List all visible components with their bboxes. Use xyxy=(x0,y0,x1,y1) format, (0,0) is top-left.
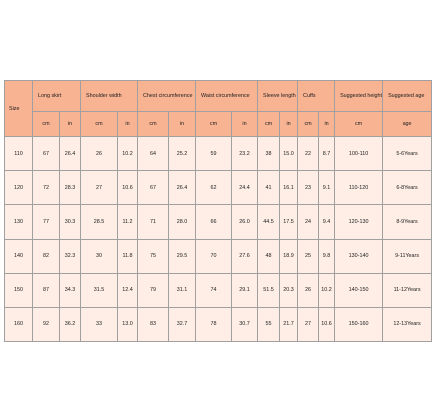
table-cell: 83 xyxy=(138,307,169,341)
table-cell: 77 xyxy=(33,205,60,239)
table-cell: 26.0 xyxy=(232,205,258,239)
table-cell: 9.4 xyxy=(319,205,335,239)
size-header: Size xyxy=(5,81,33,137)
table-cell: 24.4 xyxy=(232,171,258,205)
table-cell: 10.2 xyxy=(118,137,138,171)
table-cell: 10.6 xyxy=(118,171,138,205)
table-row xyxy=(5,171,432,205)
table-cell: 16.1 xyxy=(280,171,298,205)
table-cell: 23.2 xyxy=(232,137,258,171)
unit-header: cm xyxy=(138,112,169,137)
table-cell: 71 xyxy=(138,205,169,239)
table-cell: 20.3 xyxy=(280,273,298,307)
table-cell: 140-150 xyxy=(335,273,383,307)
table-cell: 9-11Years xyxy=(383,239,432,273)
table-cell: 28.5 xyxy=(81,205,118,239)
table-row xyxy=(5,239,432,273)
table-cell: 17.5 xyxy=(280,205,298,239)
table-cell: 110-120 xyxy=(335,171,383,205)
column-header-long-skirt: Long skirt xyxy=(33,81,81,112)
table-cell: 12-13Years xyxy=(383,307,432,341)
table-cell: 100-110 xyxy=(335,137,383,171)
table-cell: 10.2 xyxy=(319,273,335,307)
unit-header: in xyxy=(280,112,298,137)
table-cell: 8-9Years xyxy=(383,205,432,239)
table-row xyxy=(5,205,432,239)
size-cell: 150 xyxy=(5,273,33,307)
table-cell: 22 xyxy=(298,137,319,171)
table-cell: 48 xyxy=(258,239,280,273)
table-cell: 29.5 xyxy=(169,239,196,273)
table-cell: 36.2 xyxy=(60,307,81,341)
table-cell: 150-160 xyxy=(335,307,383,341)
table-cell: 75 xyxy=(138,239,169,273)
table-cell: 28.0 xyxy=(169,205,196,239)
table-cell: 27.6 xyxy=(232,239,258,273)
table-cell: 74 xyxy=(196,273,232,307)
unit-header: in xyxy=(169,112,196,137)
table-row xyxy=(5,307,432,341)
table-cell: 66 xyxy=(196,205,232,239)
table-cell: 64 xyxy=(138,137,169,171)
table-cell: 26.4 xyxy=(169,171,196,205)
table-cell: 92 xyxy=(33,307,60,341)
table-row xyxy=(5,273,432,307)
size-cell: 140 xyxy=(5,239,33,273)
table-cell: 78 xyxy=(196,307,232,341)
table-cell: 30.7 xyxy=(232,307,258,341)
size-cell: 130 xyxy=(5,205,33,239)
table-cell: 59 xyxy=(196,137,232,171)
table-cell: 82 xyxy=(33,239,60,273)
table-cell: 8.7 xyxy=(319,137,335,171)
table-cell: 67 xyxy=(138,171,169,205)
table-cell: 27 xyxy=(81,171,118,205)
column-header-waist-circumference: Waist circumference xyxy=(196,81,258,112)
unit-header: cm xyxy=(298,112,319,137)
column-header-sleeve-length: Sleeve length xyxy=(258,81,298,112)
table-cell: 41 xyxy=(258,171,280,205)
size-cell: 110 xyxy=(5,137,33,171)
unit-header: age xyxy=(383,112,432,137)
unit-header: cm xyxy=(258,112,280,137)
table-cell: 32.7 xyxy=(169,307,196,341)
table-cell: 30.3 xyxy=(60,205,81,239)
table-cell: 31.1 xyxy=(169,273,196,307)
size-cell: 120 xyxy=(5,171,33,205)
table-cell: 26.4 xyxy=(60,137,81,171)
table-cell: 21.7 xyxy=(280,307,298,341)
unit-header: in xyxy=(319,112,335,137)
table-cell: 12.4 xyxy=(118,273,138,307)
table-row xyxy=(5,137,432,171)
unit-header: cm xyxy=(196,112,232,137)
unit-header: cm xyxy=(335,112,383,137)
table-cell: 72 xyxy=(33,171,60,205)
table-cell: 120-130 xyxy=(335,205,383,239)
table-cell: 130-140 xyxy=(335,239,383,273)
table-cell: 28.3 xyxy=(60,171,81,205)
table-cell: 26 xyxy=(81,137,118,171)
column-header-suggested-height: Suggested height xyxy=(335,81,383,112)
column-header-chest-circumference: Chest circumference xyxy=(138,81,196,112)
table-cell: 13.0 xyxy=(118,307,138,341)
unit-header: in xyxy=(60,112,81,137)
table-cell: 9.8 xyxy=(319,239,335,273)
unit-header: cm xyxy=(33,112,60,137)
table-cell: 26 xyxy=(298,273,319,307)
table-cell: 11.2 xyxy=(118,205,138,239)
size-chart-table xyxy=(4,80,432,342)
table-cell: 25 xyxy=(298,239,319,273)
table-cell: 5-6Years xyxy=(383,137,432,171)
table-cell: 67 xyxy=(33,137,60,171)
table-cell: 29.1 xyxy=(232,273,258,307)
unit-header: cm xyxy=(81,112,118,137)
table-cell: 79 xyxy=(138,273,169,307)
table-cell: 38 xyxy=(258,137,280,171)
table-cell: 25.2 xyxy=(169,137,196,171)
table-cell: 18.9 xyxy=(280,239,298,273)
column-header-cuffs: Cuffs xyxy=(298,81,335,112)
table-cell: 34.3 xyxy=(60,273,81,307)
table-cell: 87 xyxy=(33,273,60,307)
column-header-suggested-age: Suggested age xyxy=(383,81,432,112)
table-cell: 6-8Years xyxy=(383,171,432,205)
table-cell: 55 xyxy=(258,307,280,341)
table-cell: 62 xyxy=(196,171,232,205)
table-cell: 31.5 xyxy=(81,273,118,307)
table-cell: 24 xyxy=(298,205,319,239)
table-cell: 11-12Years xyxy=(383,273,432,307)
table-cell: 23 xyxy=(298,171,319,205)
table-cell: 32.3 xyxy=(60,239,81,273)
table-cell: 70 xyxy=(196,239,232,273)
table-cell: 27 xyxy=(298,307,319,341)
unit-header: in xyxy=(232,112,258,137)
table-cell: 9.1 xyxy=(319,171,335,205)
unit-header: in xyxy=(118,112,138,137)
table-cell: 10.6 xyxy=(319,307,335,341)
size-cell: 160 xyxy=(5,307,33,341)
table-cell: 15.0 xyxy=(280,137,298,171)
table-cell: 11.8 xyxy=(118,239,138,273)
table-cell: 33 xyxy=(81,307,118,341)
table-cell: 30 xyxy=(81,239,118,273)
table-cell: 44.5 xyxy=(258,205,280,239)
table-cell: 51.5 xyxy=(258,273,280,307)
column-header-shoulder-width: Shoulder width xyxy=(81,81,138,112)
